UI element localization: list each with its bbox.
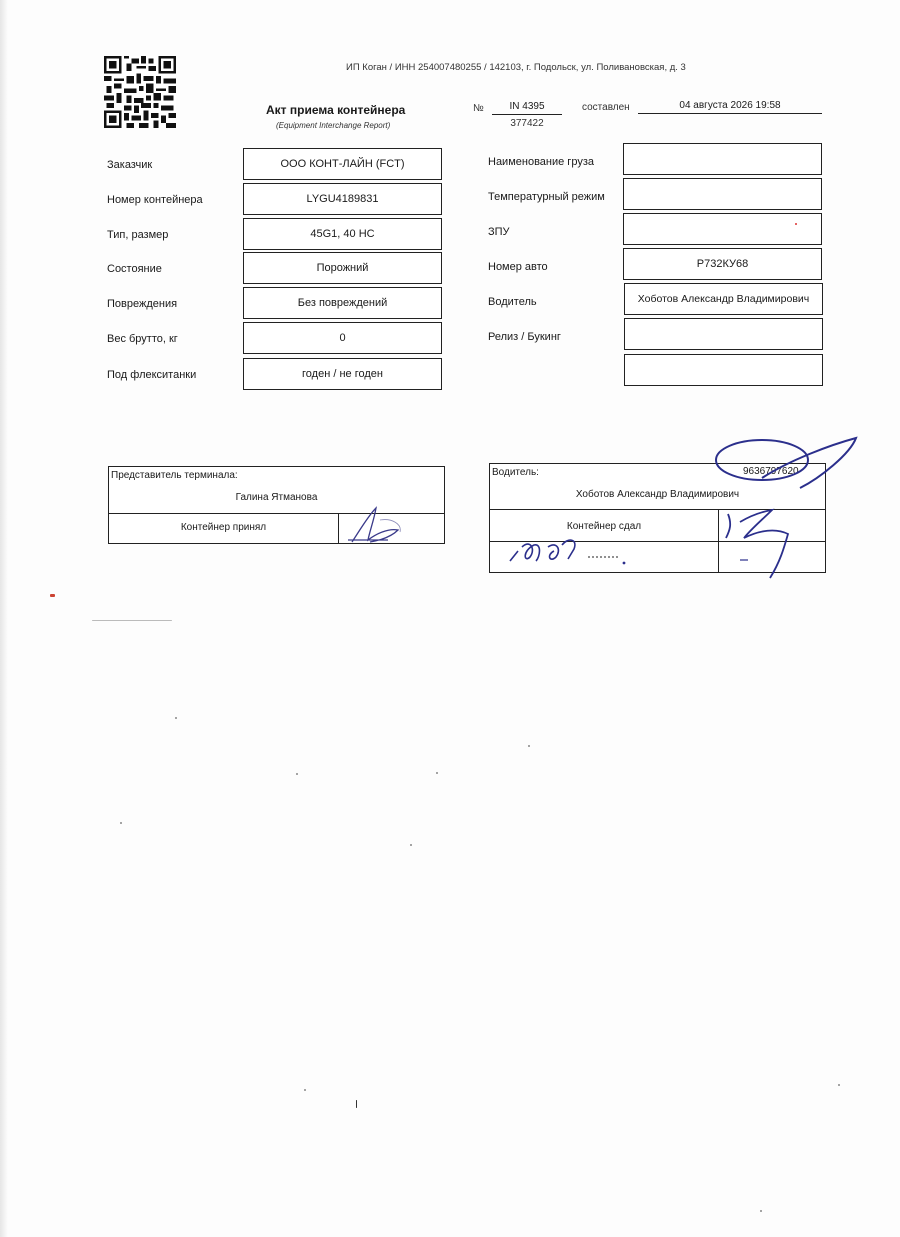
field-label-release-booking: Релиз / Букинг: [488, 331, 561, 343]
field-value-temperature-mode: [623, 178, 822, 210]
field-value-flexitank: годен / не годен: [243, 358, 442, 390]
document-number-secondary: 377422: [510, 118, 544, 129]
field-label-container-number: Номер контейнера: [107, 194, 203, 206]
field-label-flexitank: Под флекситанки: [107, 369, 197, 381]
field-label-cargo-name: Наименование груза: [488, 156, 594, 168]
field-value-cargo-name: [623, 143, 822, 175]
field-value-extra: [624, 354, 823, 386]
field-value-type-size: 45G1, 40 HC: [243, 218, 442, 250]
driver-name: Хоботов Александр Владимирович: [575, 489, 740, 500]
field-label-driver: Водитель: [488, 296, 537, 308]
field-value-condition: Порожний: [243, 252, 442, 284]
field-label-type-size: Тип, размер: [107, 229, 169, 241]
field-value-driver: Хоботов Александр Владимирович: [624, 283, 823, 315]
driver-phone: 9636797620: [743, 466, 799, 477]
field-value-damage: Без повреждений: [243, 287, 442, 319]
container-accepted-label: Контейнер принял: [180, 522, 267, 533]
field-value-container-number: LYGU4189831: [243, 183, 442, 215]
document-subtitle: (Equipment Interchange Report): [276, 121, 391, 130]
compiled-date: 04 августа 2026 19:58: [638, 100, 822, 114]
page-edge-shadow: [0, 0, 8, 1237]
field-label-condition: Состояние: [107, 263, 162, 275]
field-value-vehicle-number: Р732КУ68: [623, 248, 822, 280]
field-value-seal: [623, 213, 822, 245]
driver-header: Водитель:: [492, 467, 539, 478]
red-mark: [795, 223, 797, 225]
terminal-representative-name: Галина Ятманова: [235, 492, 318, 503]
container-handed-over-label: Контейнер сдал: [566, 521, 642, 532]
field-value-gross-weight: 0: [243, 322, 442, 354]
red-mark-margin: [50, 594, 55, 597]
qr-code-icon: [104, 56, 176, 128]
compiled-label: составлен: [582, 102, 630, 113]
field-label-seal: ЗПУ: [488, 226, 510, 238]
field-label-damage: Повреждения: [107, 298, 178, 310]
field-label-temperature-mode: Температурный режим: [488, 191, 605, 203]
document-number: IN 4395: [492, 101, 562, 115]
document-title: Акт приема контейнера: [266, 103, 406, 117]
driver-signature-table: [489, 463, 826, 573]
terminal-representative-header: Представитель терминала:: [111, 470, 238, 481]
company-info-line: ИП Коган / ИНН 254007480255 / 142103, г. Подольск, ул. Поливановская, д. 3: [346, 62, 686, 73]
field-label-gross-weight: Вес брутто, кг: [107, 333, 178, 345]
field-label-customer: Заказчик: [107, 159, 153, 171]
field-label-vehicle-number: Номер авто: [488, 261, 548, 273]
field-value-customer: ООО КОНТ-ЛАЙН (FCT): [243, 148, 442, 180]
terminal-signature-table: [108, 466, 445, 544]
number-sign: №: [473, 103, 484, 114]
field-value-release-booking: [624, 318, 823, 350]
